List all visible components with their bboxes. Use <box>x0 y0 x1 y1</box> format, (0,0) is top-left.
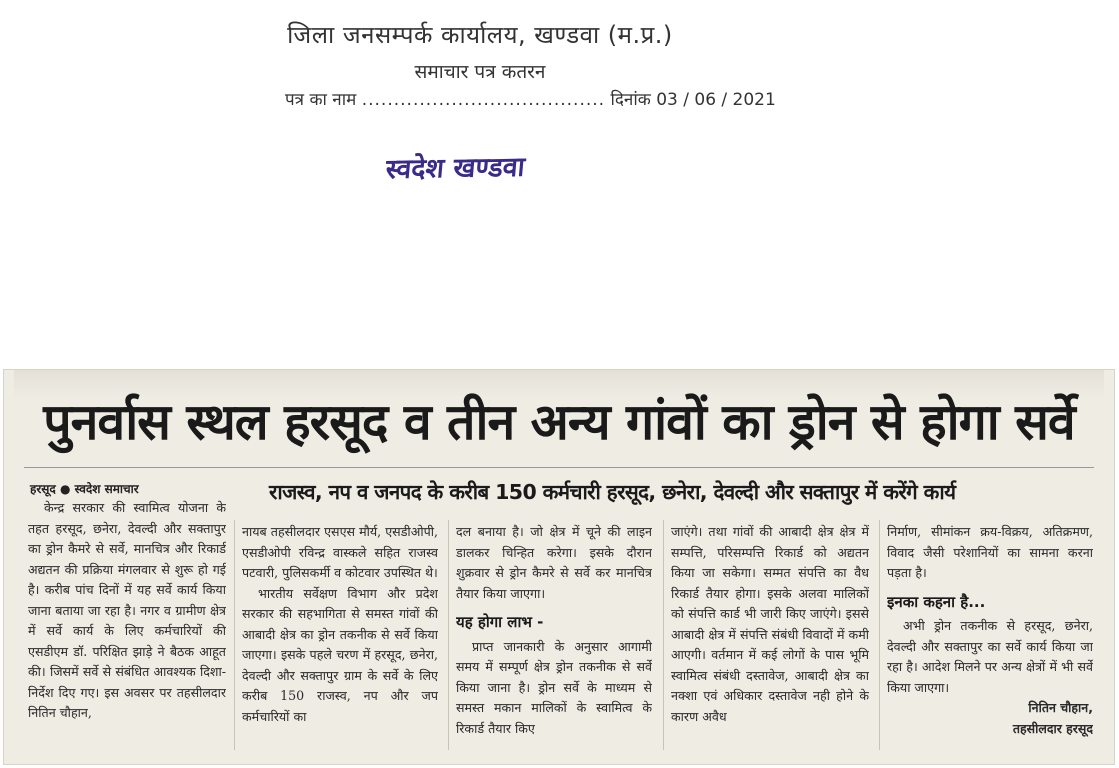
newspaper-stamp: स्वदेश खण्डवा <box>384 151 527 186</box>
column-divider <box>879 520 880 750</box>
article-dateline: हरसूद ● स्वदेश समाचार <box>30 482 139 496</box>
column-3-text-a: दल बनाया है। जो क्षेत्र में चूने की लाइन डालकर चिन्हित करेगा। इसके दौरान शुक्रवार से ड्रोन कैमरे से सर्वे कर मानचित्र तैयार किया जाएगा। <box>456 524 652 601</box>
column-divider <box>234 520 235 750</box>
newspaper-clipping <box>4 370 1114 764</box>
column-2-text-a: नायब तहसीलदार एसएस मौर्य, एसडीओपी, एसडीओपी रविन्द्र वास्कले सहित राजस्व पटवारी, पुलिसकर्मी व कोटवार उपस्थित थे। <box>242 524 438 580</box>
article-headline: पुनर्वास स्थल हरसूद व तीन अन्य गांवों का ड्रोन से होगा सर्वे <box>43 393 1075 451</box>
headline-rule <box>24 467 1094 468</box>
column-divider <box>448 520 449 750</box>
column-5-text-a: निर्माण, सीमांकन क्रय-विक्रय, अतिक्रमण, विवाद जैसी परेशानियों का सामना करना पड़ता है। <box>887 524 1093 580</box>
column-3-text-b: प्राप्त जानकारी के अनुसार आगामी समय में सम्पूर्ण क्षेत्र ड्रोन तकनीक से सर्वे किया जाना है। ड्रोन सर्वे के माध्यम से समस्त मकान मालिकों के स्वामित्व के रिकार्ड तैयार किए <box>456 638 652 736</box>
clipping-title: समाचार पत्र कतरन <box>414 61 546 83</box>
article-column-5 <box>887 522 1093 747</box>
column-3-subheading: यह होगा लाभ - <box>456 613 544 631</box>
date-value: 03 / 06 / 2021 <box>656 90 776 110</box>
column-5-subheading: इनका कहना है... <box>887 592 986 611</box>
signature-name: नितिन चौहान, <box>1028 700 1093 715</box>
signature-title: तहसीलदार हरसूद <box>1012 720 1093 736</box>
article-column-4 <box>671 522 869 747</box>
paper-name-line <box>285 87 776 110</box>
article-column-1 <box>28 498 226 748</box>
article-column-2 <box>242 522 438 747</box>
paper-name-dots: ...................................... <box>361 90 606 110</box>
column-divider <box>663 520 664 750</box>
office-title: जिला जनसम्पर्क कार्यालय, खण्डवा (म.प्र.) <box>287 21 673 49</box>
date-label: दिनांक <box>610 90 651 110</box>
column-1-text: केन्द्र सरकार की स्वामित्व योजना के तहत हरसूद, छनेरा, देवल्दी और सक्तापुर का ड्रोन कैमरे से सर्वे, मानचित्र और रिकार्ड अद्यतन की प्रक्रिया मंगलवार से शुरू हो गई है। करीब पांच दिनों में यह सर्वे कार्य किया जाना बताया जा रहा है। नगर व ग्रामीण क्षेत्र में सर्वे कार्य के लिए कर्मचारियों की एसडीएम डॉ. परिक्षित झाड़े ने बैठक आहूत की। जिसमें सर्वे से संबंधित आवश्यक दिशा-निर्देश दिए गए। इस अवसर पर तहसीलदार नितिन चौहान, <box>28 500 226 720</box>
column-4-text: जाएंगे। तथा गांवों की आबादी क्षेत्र क्षेत्र में सम्पत्ति, परिसम्पत्ति रिकार्ड को अद्यतन किया जा सकेगा। सम्मत संपत्ति का वैध रिकार्ड तैयार होगा। इसके अलवा मालिकों को संपत्ति कार्ड भी जारी किए जाएंगे। इससे आबादी क्षेत्र में संपत्ति संबंधी विवादों में कमी आएगी। वर्तमान में कई लोगों के पास भूमि स्वामित्व संबंधी दस्तावेज, आबादी क्षेत्र का नक्शा एवं अधिकार दस्तावेज नही होने के कारण अवैध <box>671 524 869 724</box>
column-5-text-b: अभी ड्रोन तकनीक से हरसूद, छनेरा, देवल्दी और सक्तापुर का सर्वे कार्य किया जा रहा है। आदेश मिलने पर अन्य क्षेत्रों में भी सर्वे किया जाएगा। <box>887 618 1093 695</box>
article-column-3 <box>456 522 652 747</box>
paper-name-label: पत्र का नाम <box>285 90 357 110</box>
article-subheadline: राजस्व, नप व जनपद के करीब 150 कर्मचारी हरसूद, छनेरा, देवल्दी और सक्तापुर में करेंगे कार्य <box>269 480 956 504</box>
column-2-text-b: भारतीय सर्वेक्षण विभाग और प्रदेश सरकार की सहभागिता से समस्त गांवों की आबादी क्षेत्र का ड्रोन तकनीक से सर्वे किया जाएगा। इसके पहले चरण में हरसूद, छनेरा, देवल्दी और सक्तापुर ग्राम के सर्वे के लिए करीब 150 राजस्व, नप और जप कर्मचारियों का <box>242 585 438 724</box>
